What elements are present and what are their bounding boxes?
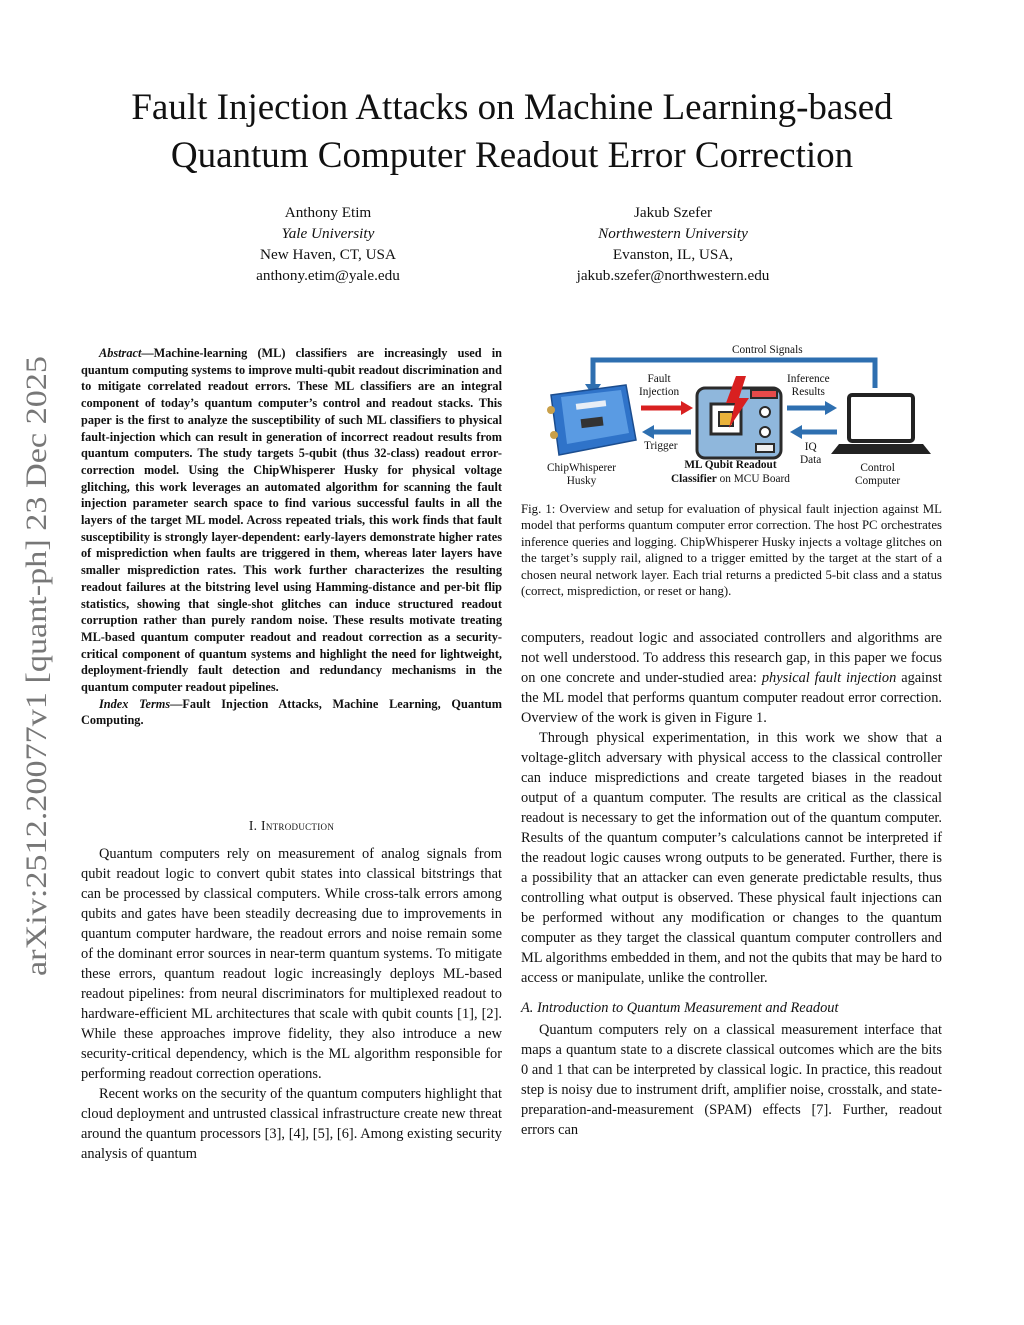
abstract-label: Abstract: [99, 346, 142, 360]
section-title: Introduction: [261, 818, 335, 833]
label-iq-data: IQ Data: [800, 441, 822, 466]
right-p1-emphasis: physical fault injection: [761, 670, 897, 686]
index-terms-text: —Fault Injection Attacks, Machine Learning, Quantum Computing.: [81, 696, 502, 728]
section-number: I.: [248, 818, 258, 833]
abstract: [81, 345, 502, 729]
caption-text: Overview and setup for evaluation of physical fault injection against ML model that performs quantum computer error correction. The host PC orchestrates inference queries and logging. ChipWhisperer Husky injects a voltage glitches on the target’s supply rail, aligned to a trigger emitted by the target at the start of a chosen neural network layer. Each trial returns a predicted 5-bit class and a status (correct, misprediction, or reset or hang).: [521, 502, 942, 599]
mcu-board-icon: [697, 376, 781, 458]
figure-1: [521, 340, 942, 500]
label-ml-board: [671, 458, 790, 486]
label-ml-board-rest: on MCU Board: [719, 473, 790, 485]
caption-label: Fig. 1:: [521, 502, 556, 516]
arxiv-stamp-text: arXiv:2512.20077v1 [quant-ph] 23 Dec 2025: [20, 431, 53, 976]
right-paragraph-1: [521, 628, 942, 728]
right-p1-end: against the ML model that performs quantum computer readout error correction. Overview of the work is given in Figure 1.: [521, 670, 942, 726]
intro-paragraph-1: Quantum computers rely on measurement of analog signals from qubit readout logic to convert qubit states into classical bitstrings that can be processed by classical computers. While cross-talk errors among qubits and gates have been steadily decreasing due to improvements in quantum computer hardware, the readout errors and noise remain some of the dominant error sources in near-term quantum systems. To mitigate these errors, quantum readout logic increasingly deploys ML-based readout pipelines: from neural discriminators for multiplexed readout to hardware-efficient ML architectures that scale with qubit counts [1], [2]. While these approaches improve fidelity, they also introduce a new security-critical dependency, which is the ML algorithm responsible for performing readout correction operations.: [81, 846, 502, 1082]
author-email[interactable]: anthony.etim@yale.edu: [256, 267, 400, 284]
label-chipwhisperer: ChipWhisperer Husky: [547, 462, 617, 487]
label-ml-board-title: ML Qubit Readout: [684, 459, 777, 471]
fault-arrow-head: [681, 401, 693, 415]
right-column-text: [521, 628, 942, 1140]
abstract-text: —Machine-learning (ML) classifiers are increasingly used in quantum computing systems to improve multi-qubit readout discrimination and to mitigate correlated readout errors. These ML classifiers are an integral component of today’s quantum computer’s control and readout stacks. This paper is the first to analyze the susceptibility of such ML classifiers to physical fault-injection which can result in generation of incorrect readout results from quantum computers. The study targets 5-qubit (thus 32-class) readout error-correction model. Using the ChipWhisperer Husky for physical voltage glitching, this work leverages an automated algorithm for scanning the fault injection parameter search space to find various successful faults in all the layers of the target ML model. Across repeated trials, this work finds that fault susceptibility is strongly layer-dependent: early-layers demonstrate higher rates of misprediction when faults are triggered in them, whereas later layers have smaller misprediction rates. This work further characterizes the resulting readout failures at the bitstring level using Hamming-distance and per-bit flip statistics, showing that single-shot glitches can induce structured readout corruption rather than purely random noise. These results motivate treating ML-based quantum computer readout and readout correction as a security-critical component of quantum systems and highlight the need for lightweight, deployment-friendly fault detection and redundancy mechanisms in the quantum computer readout pipelines.: [81, 346, 502, 695]
section-introduction: [81, 816, 502, 1164]
right-paragraph-3: Quantum computers rely on a classical measurement interface that maps a quantum state to a discrete classical outcomes which are the bits 0 and 1 that can be interpreted by classical logic. In practice, this readout step is noisy due to instrument drift, amplifier noise, crosstalk, and state-preparation-and-measurement (SPAM) effects [7]. Further, readout errors can: [521, 1022, 942, 1138]
author-affiliation: Northwestern University: [598, 225, 748, 242]
title-line-2: Quantum Computer Readout Error Correction: [170, 135, 854, 176]
chipwhisperer-device-icon: [547, 385, 636, 455]
subsection-heading: A. Introduction to Quantum Measurement and Readout: [521, 1000, 839, 1016]
arxiv-identifier: [10, 352, 55, 976]
right-paragraph-2: Through physical experimentation, in this work we show that a voltage-glitch adversary with physical access to the classical controller can induce mispredictions and create targeted biases in the readout output of a quantum computer. The results are critical as the classical readout is necessary to get the information out of the quantum computer. Results of the quantum computer’s calculations cannot be interpreted if the readout logic causes wrong outputs to be generated. Further, there is a possibility that an attacker can even generate predictable results, thus controlling what output is observed. These physical fault injections can be performed without any modification or changes to the quantum computer as they target the classical quantum computer controllers and ML algorithms embedded in them, and not the qubits that may be hard to access or manipulate, unlike the controller.: [521, 730, 942, 986]
index-terms-label: Index Terms: [99, 696, 171, 711]
label-inference-results: Inference Results: [787, 373, 830, 398]
label-ml-board-classifier: Classifier: [671, 473, 717, 485]
paper-title: [60, 84, 964, 180]
trigger-arrow-head: [642, 425, 654, 439]
author-name: Jakub Szefer: [633, 204, 712, 221]
arxiv-stamp-svg: [10, 352, 55, 976]
author-block-1: [163, 202, 493, 286]
title-line-1: Fault Injection Attacks on Machine Learning-based: [131, 87, 893, 128]
label-control-computer: Control Computer: [855, 462, 901, 487]
section-heading: [81, 816, 502, 836]
intro-paragraph-2: Recent works on the security of the quantum computers highlight that cloud deployment and untrusted classical infrastructure create new threat around the quantum processors [3], [4], [5], [6]. Among existing security analysis of quantum: [81, 1086, 502, 1162]
label-trigger: Trigger: [644, 440, 678, 452]
author-block-2: [508, 202, 838, 286]
author-affiliation: Yale University: [281, 225, 375, 242]
right-p1-start: computers, readout logic and associated controllers and algorithms are not well understood. To address this research gap, in this paper we focus on one concrete and under-studied area:: [521, 630, 942, 686]
label-fault-injection: Fault Injection: [639, 373, 680, 398]
label-control-signals: Control Signals: [732, 344, 803, 356]
author-location: Evanston, IL, USA,: [612, 246, 734, 263]
inference-arrow-head: [825, 401, 837, 415]
figure-1-caption: [521, 501, 942, 599]
iq-arrow-head: [790, 425, 802, 439]
laptop-icon: [831, 395, 931, 454]
author-location: New Haven, CT, USA: [260, 246, 396, 263]
author-name: Anthony Etim: [284, 204, 372, 221]
author-email[interactable]: jakub.szefer@northwestern.edu: [576, 267, 770, 284]
